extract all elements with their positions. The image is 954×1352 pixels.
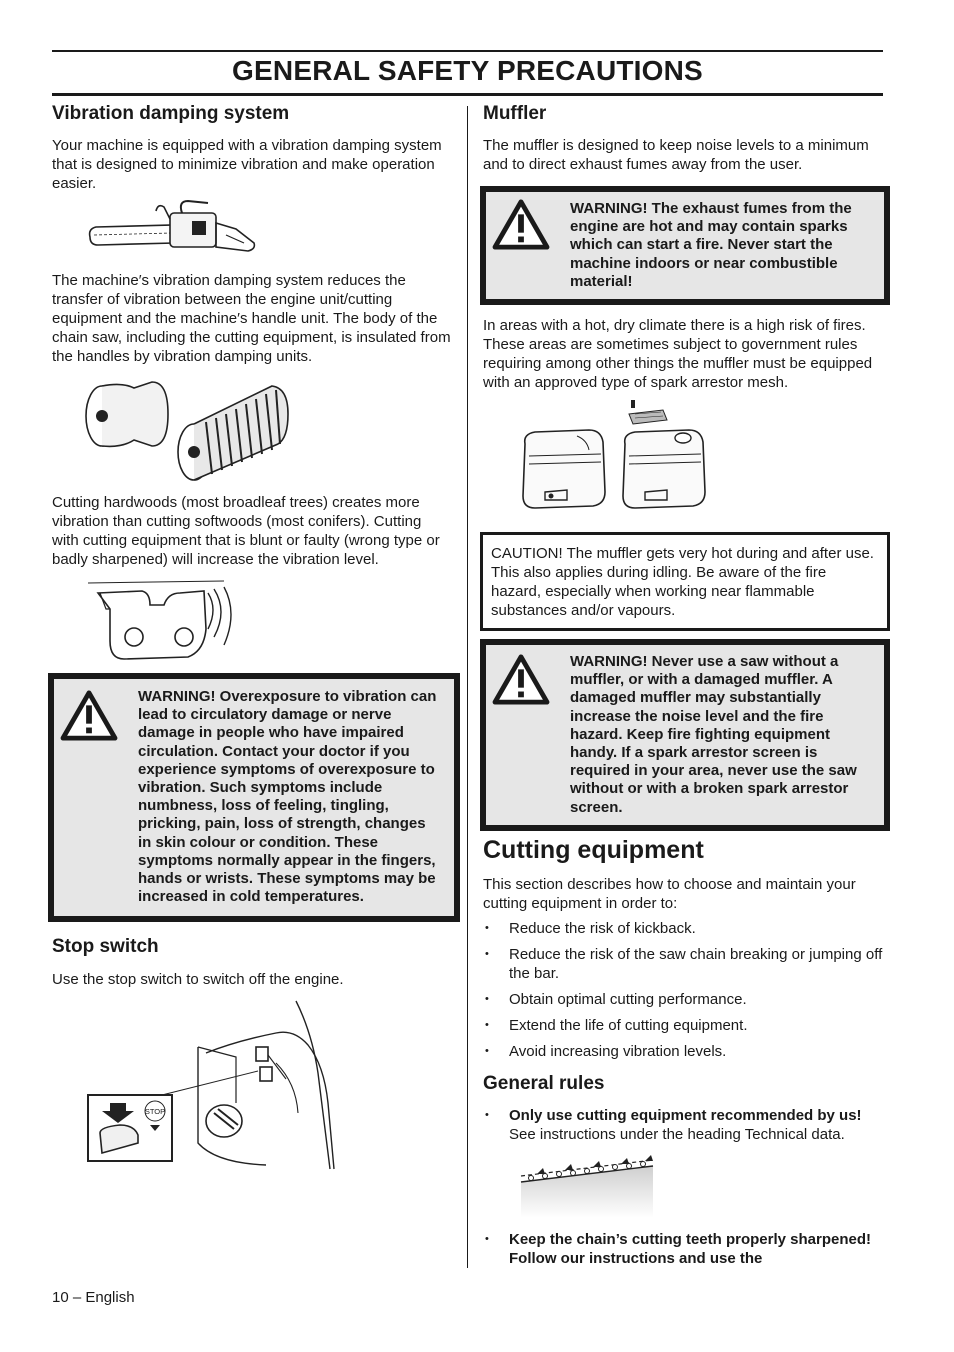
- general-rules-heading: General rules: [483, 1072, 605, 1094]
- muffler-heading: Muffler: [483, 103, 547, 124]
- vibration-intro: Your machine is equipped with a vibration damping system that is designed to minimize vibration and make operation easier.: [52, 137, 442, 192]
- list-item: [483, 1106, 893, 1144]
- exhaust-warning-box: [480, 186, 890, 305]
- muffler-illustration: [515, 400, 715, 518]
- page-title: GENERAL SAFETY PRECAUTIONS: [232, 55, 703, 86]
- list-item: • Obtain optimal cutting performance.: [483, 990, 893, 1009]
- stop-switch-heading: Stop switch: [52, 936, 159, 958]
- chain-tooth-illustration: [84, 579, 254, 665]
- hardwood-vibration: Cutting hardwoods (most broadleaf trees) creates more vibration than cutting softwoods (most conifers). Cutting with cutting equipment that is blunt or faulty (wrong type or badly sharpened) will increase the vibration level.: [52, 494, 440, 568]
- list-item: • Avoid increasing vibration levels.: [483, 1042, 893, 1061]
- damping-units-illustration: [82, 374, 302, 486]
- vibration-description: The machine′s vibration damping system reduces the transfer of vibration between the engine unit/cutting equipment and the machine′s handle unit. The body of the chain saw, including the cutting equipment, is insulated from the handles by vibration damping units.: [52, 272, 451, 365]
- stop-switch-illustration: [86, 993, 386, 1183]
- muffler-intro: The muffler is designed to keep noise levels to a minimum and to direct exhaust fumes away from the user.: [483, 137, 869, 173]
- left-column: [52, 100, 452, 1183]
- column-divider: [467, 106, 468, 1268]
- general-rules-list: [483, 1106, 893, 1144]
- damaged-muffler-warning-text: WARNING! Never use a saw without a muffler, or with a damaged muffler. A damaged muffler may substantially increase the noise level and the fire hazard. Keep fire fighting equipment handy. If a spark arrestor screen is required in your area, never use the saw without or with a broken spark arrestor screen.: [570, 653, 857, 816]
- warning-triangle-icon: [492, 653, 550, 705]
- stop-switch-text: Use the stop switch to switch off the engine.: [52, 971, 344, 989]
- top-rule: [52, 50, 883, 52]
- rule-bold-text: Keep the chain’s cutting teeth properly sharpened! Follow our instructions and use the: [509, 1230, 872, 1267]
- stop-label: STOP: [144, 1107, 166, 1117]
- chainsaw-illustration: [86, 199, 266, 259]
- cutting-intro: This section describes how to choose and maintain your cutting equipment in order to:: [483, 875, 856, 912]
- warning-triangle-icon: [492, 198, 550, 250]
- muffler-caution-box: [480, 532, 890, 631]
- rule-bold-text: Only use cutting equipment recommended by us!: [509, 1106, 862, 1124]
- page-footer: 10 – English: [52, 1289, 135, 1306]
- cutting-equipment-heading: Cutting equipment: [483, 835, 704, 864]
- muffler-caution-text: CAUTION! The muffler gets very hot during and after use. This also applies during idling. Be aware of the fire hazard, especially when working near flammable substances and/or vapours.: [491, 545, 874, 620]
- saw-chain-illustration: [517, 1152, 657, 1218]
- list-item: [483, 1230, 893, 1268]
- list-item: • Reduce the risk of the saw chain breaking or jumping off the bar.: [483, 945, 893, 983]
- list-item: • Extend the life of cutting equipment.: [483, 1016, 893, 1035]
- vibration-warning-text: WARNING! Overexposure to vibration can lead to circulatory damage or nerve damage in people who have impaired circulation. Contact your doctor if you experience symptoms of overexposure to vibration. Such symptoms include numbness, loss of feeling, tingling, pricking, pain, loss of strength, changes in skin colour or condition. These symptoms normally appear in the fingers, hands or wrists. These symptoms may be increased in cold temperatures.: [138, 688, 437, 906]
- title-rule: [52, 93, 883, 96]
- cutting-goals-list: [483, 919, 893, 1061]
- hot-climate-text: In areas with a hot, dry climate there is a high risk of fires. These areas are sometimes subject to government rules requiring among other things the muffler must be equipped with an approved type of spark arrestor mesh.: [483, 317, 873, 392]
- exhaust-warning-text: WARNING! The exhaust fumes from the engine are hot and may contain sparks which can start a fire. Never start the machine indoors or near combustible material!: [570, 200, 852, 290]
- right-column: [483, 100, 893, 1268]
- list-item: • Reduce the risk of kickback.: [483, 919, 893, 938]
- vibration-warning-box: [48, 673, 460, 922]
- warning-triangle-icon: [60, 689, 118, 741]
- rule-text: See instructions under the heading Technical data.: [509, 1125, 845, 1143]
- damaged-muffler-warning-box: [480, 639, 890, 831]
- general-rules-list-continued: [483, 1230, 893, 1268]
- vibration-heading: Vibration damping system: [52, 103, 290, 124]
